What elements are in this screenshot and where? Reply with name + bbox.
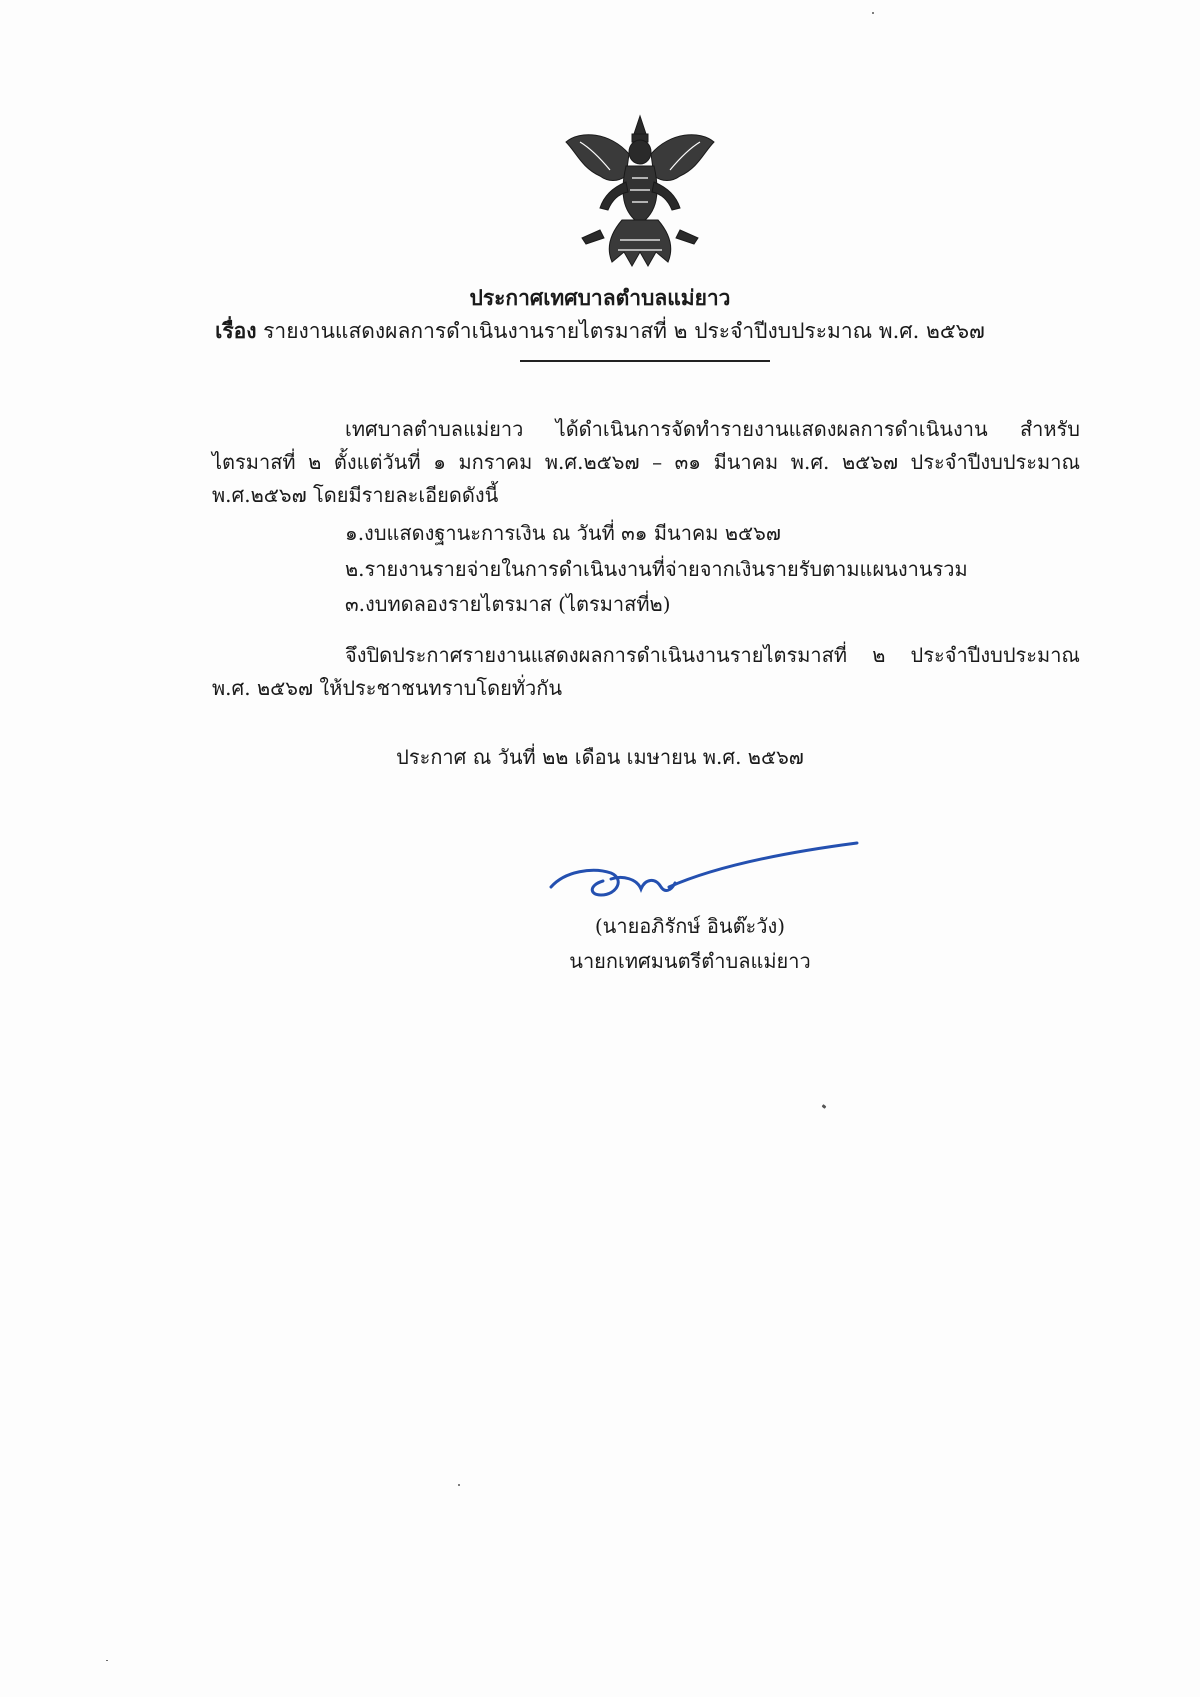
title-divider — [520, 360, 770, 362]
announcement-date: ประกาศ ณ วันที่ ๒๒ เดือน เมษายน พ.ศ. ๒๕๖๗ — [396, 745, 804, 769]
list-item: ๓.งบทดลองรายไตรมาส (ไตรมาสที่๒) — [345, 592, 671, 616]
closing-paragraph: จึงปิดประกาศรายงานแสดงผลการดำเนินงานรายไตรมาสที่ ๒ ประจำปีงบประมาณ พ.ศ. ๒๕๖๗ ให้ประชาชนทราบโดยทั่วกัน — [212, 643, 1080, 700]
signatory-position: นายกเทศมนตรีตำบลแม่ยาว — [569, 949, 811, 973]
signatory-name: (นายอภิรักษ์ อินต๊ะวัง) — [594, 914, 786, 938]
garuda-emblem-icon — [560, 112, 720, 272]
document-title: ประกาศเทศบาลตำบลแม่ยาว — [469, 285, 731, 310]
scan-speck — [822, 1104, 827, 1109]
scan-speck — [872, 12, 874, 14]
subject-text: รายงานแสดงผลการดำเนินงานรายไตรมาสที่ ๒ ประจำปีงบประมาณ พ.ศ. ๒๕๖๗ — [263, 319, 985, 343]
intro-paragraph: เทศบาลตำบลแม่ยาว ได้ดำเนินการจัดทำรายงานแสดงผลการดำเนินงาน สำหรับไตรมาสที่ ๒ ตั้งแต่วันที่ ๑ มกราคม พ.ศ.๒๕๖๗ – ๓๑ มีนาคม พ.ศ. ๒๕๖๗ ประจำปีงบประมาณ พ.ศ.๒๕๖๗ โดยมีรายละเอียดดังนี้ — [212, 417, 1080, 507]
list-item: ๒.รายงานรายจ่ายในการดำเนินงานที่จ่ายจากเงินรายรับตามแผนงานรวม — [345, 557, 968, 581]
scan-speck — [106, 1660, 108, 1661]
document-subject — [0, 315, 1200, 348]
subject-label: เรื่อง — [215, 318, 257, 343]
signature-mark — [545, 835, 865, 910]
list-item: ๑.งบแสดงฐานะการเงิน ณ วันที่ ๓๑ มีนาคม ๒๕๖๗ — [345, 521, 781, 545]
scan-speck — [458, 1484, 460, 1486]
